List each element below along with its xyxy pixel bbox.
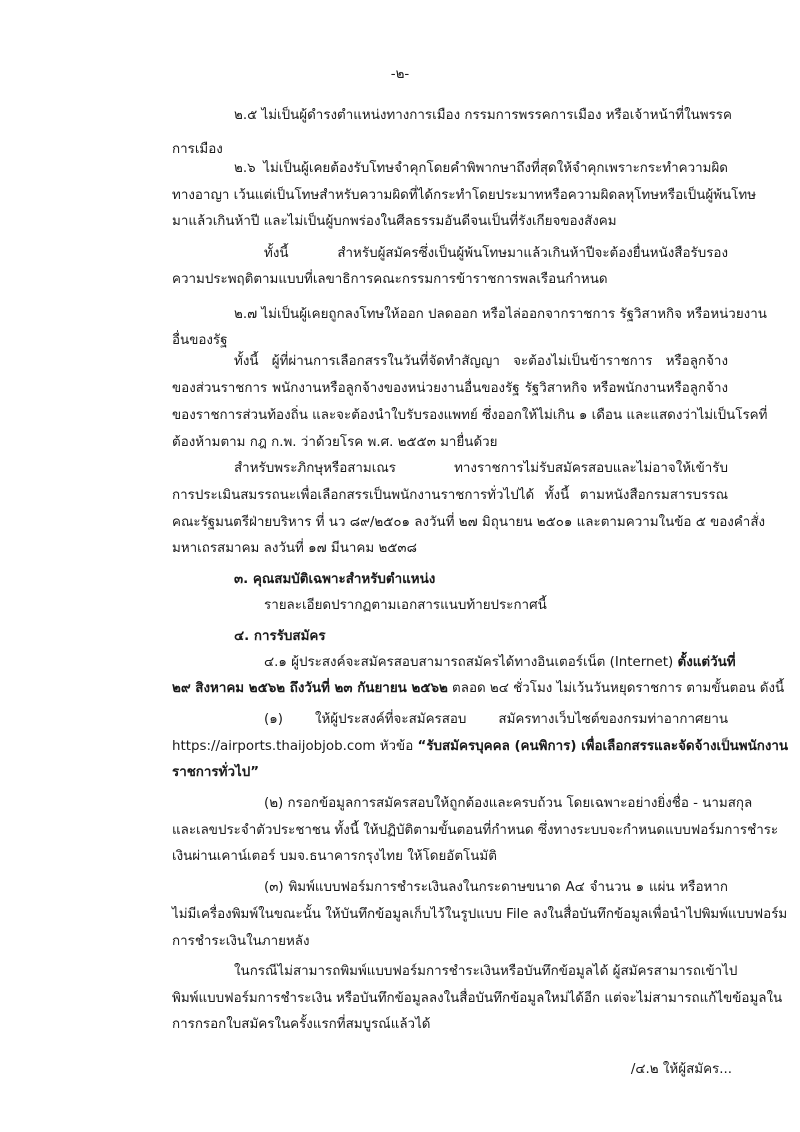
- note-selected-line-2: ของส่วนราชการ พนักงานหรือลูกจ้างของหน่วยงานอื่นของรัฐ รัฐวิสาหกิจ หรือพนักงานหรือลูกจ้าง: [172, 381, 728, 396]
- note-monk-line-4: มหาเถรสมาคม ลงวันที่ ๑๗ มีนาคม ๒๕๓๘: [172, 541, 417, 556]
- continuation-note: /๔.๒ ให้ผู้สมัคร...: [630, 1062, 732, 1077]
- note-selected-line-1: ทั้งนี้ ผู้ที่ผ่านการเลือกสรรในวันที่จัดทำสัญญา จะต้องไม่เป็นข้าราชการ หรือลูกจ้าง: [234, 354, 728, 369]
- payment-note-line-2: พิมพ์แบบฟอร์มการชำระเงิน หรือบันทึกข้อมูลลงในสื่อบันทึกข้อมูลใหม่ได้อีก แต่จะไม่สามารถแก้ไขข้อมูลใน: [172, 991, 783, 1006]
- note-certificate-line-1: ทั้งนี้ สำหรับผู้สมัครซึ่งเป็นผู้พ้นโทษมาแล้วเกินห้าปีจะต้องยื่นหนังสือรับรอง: [264, 246, 728, 261]
- note-monk-line-2: การประเมินสมรรถนะเพื่อเลือกสรรเป็นพนักงานราชการทั่วไปได้ ทั้งนี้ ตามหนังสือกรมสารบรรณ: [172, 488, 728, 503]
- section-2-5-line-1: ๒.๕ ไม่เป็นผู้ดำรงตำแหน่งทางการเมือง กรรมการพรรคการเมือง หรือเจ้าหน้าที่ในพรรค: [234, 108, 732, 123]
- note-selected-line-4: ต้องห้ามตาม กฎ ก.พ. ว่าด้วยโรค พ.ศ. ๒๕๕๓ มายื่นด้วย: [172, 435, 498, 450]
- section-3-heading: ๓. คุณสมบัติเฉพาะสำหรับตำแหน่ง: [234, 572, 436, 587]
- section-2-5-line-2: การเมือง: [172, 142, 223, 157]
- section-2-7-line-2: อื่นของรัฐ: [172, 333, 228, 348]
- website-url: https://airports.thaijobjob.com หัวข้อ: [172, 739, 418, 754]
- item-2-line-2: และเลขประจำตัวประชาชน ทั้งนี้ ให้ปฏิบัติตามขั้นตอนที่กำหนด ซึ่งทางระบบจะกำหนดแบบฟอร์มการชำระ: [172, 823, 779, 838]
- item-1-line-1: (๑) ให้ผู้ประสงค์ที่จะสมัครสอบ สมัครทางเว็บไซต์ของกรมท่าอากาศยาน: [264, 712, 728, 727]
- item-3-line-1: (๓) พิมพ์แบบฟอร์มการชำระเงินลงในกระดาษขนาด A๔ จำนวน ๑ แผ่น หรือหาก: [264, 880, 728, 895]
- page-number: -๒-: [390, 67, 410, 82]
- section-4-1-line-1: ๔.๑ ผู้ประสงค์จะสมัครสอบสามารถสมัครได้ทางอินเตอร์เน็ต (Internet) ตั้งแต่วันที่: [264, 655, 736, 670]
- item-1-line-3: ราชการทั่วไป”: [172, 765, 259, 780]
- item-3-line-2: ไม่มีเครื่องพิมพ์ในขณะนั้น ให้บันทึกข้อมูลเก็บไว้ในรูปแบบ File ลงในสื่อบันทึกข้อมูลเพื่อนำไปพิมพ์แบบฟอร์ม: [172, 907, 788, 922]
- note-certificate-line-2: ความประพฤติตามแบบที่เลขาธิการคณะกรรมการข้าราชการพลเรือนกำหนด: [172, 272, 608, 287]
- section-4-heading: ๔. การรับสมัคร: [234, 629, 326, 644]
- section-3-detail: รายละเอียดปรากฏตามเอกสารแนบท้ายประกาศนี้: [264, 598, 547, 613]
- section-2-6-line-1: ๒.๖ ไม่เป็นผู้เคยต้องรับโทษจำคุกโดยคำพิพากษาถึงที่สุดให้จำคุกเพราะกระทำความผิด: [234, 161, 728, 176]
- item-1-line-2: https://airports.thaijobjob.com หัวข้อ “รับสมัครบุคคล (คนพิการ) เพื่อเลือกสรรและจัดจ้างเป็นพนักงาน: [172, 739, 789, 754]
- note-monk-line-3: คณะรัฐมนตรีฝ่ายบริหาร ที่ นว ๘๙/๒๕๐๑ ลงวันที่ ๒๗ มิถุนายน ๒๕๐๑ และตามความในข้อ ๕ ของคำสั่ง: [172, 515, 766, 530]
- item-2-line-3: เงินผ่านเคาน์เตอร์ บมจ.ธนาคารกรุงไทย ให้โดยอัตโนมัติ: [172, 849, 497, 864]
- item-2-line-1: (๒) กรอกข้อมูลการสมัครสอบให้ถูกต้องและครบถ้วน โดยเฉพาะอย่างยิ่งชื่อ - นามสกุล: [264, 796, 753, 811]
- section-4-1-line-2: ๒๙ สิงหาคม ๒๕๖๒ ถึงวันที่ ๒๓ กันยายน ๒๕๖๒ ตลอด ๒๔ ชั่วโมง ไม่เว้นวันหยุดราชการ ตามขั้นตอน ดังนี้: [172, 681, 785, 696]
- note-monk-line-1: สำหรับพระภิกษุหรือสามเณร ทางราชการไม่รับสมัครสอบและไม่อาจให้เข้ารับ: [234, 461, 728, 476]
- section-2-7-line-1: ๒.๗ ไม่เป็นผู้เคยถูกลงโทษให้ออก ปลดออก หรือไล่ออกจากราชการ รัฐวิสาหกิจ หรือหน่วยงาน: [234, 307, 767, 322]
- note-selected-line-3: ของราชการส่วนท้องถิ่น และจะต้องนำใบรับรองแพทย์ ซึ่งออกให้ไม่เกิน ๑ เดือน และแสดงว่าไม่เป็นโรคที่: [172, 408, 768, 423]
- payment-note-line-1: ในกรณีไม่สามารถพิมพ์แบบฟอร์มการชำระเงินหรือบันทึกข้อมูลได้ ผู้สมัครสามารถเข้าไป: [234, 964, 738, 979]
- section-2-6-line-3: มาแล้วเกินห้าปี และไม่เป็นผู้บกพร่องในศีลธรรมอันดีจนเป็นที่รังเกียจของสังคม: [172, 214, 617, 229]
- item-3-line-3: การชำระเงินในภายหลัง: [172, 934, 310, 949]
- payment-note-line-3: การกรอกใบสมัครในครั้งแรกที่สมบูรณ์แล้วได้: [172, 1017, 431, 1032]
- section-2-6-line-2: ทางอาญา เว้นแต่เป็นโทษสำหรับความผิดที่ได้กระทำโดยประมาทหรือความผิดลหุโทษหรือเป็นผู้พ้นโทษ: [172, 188, 757, 203]
